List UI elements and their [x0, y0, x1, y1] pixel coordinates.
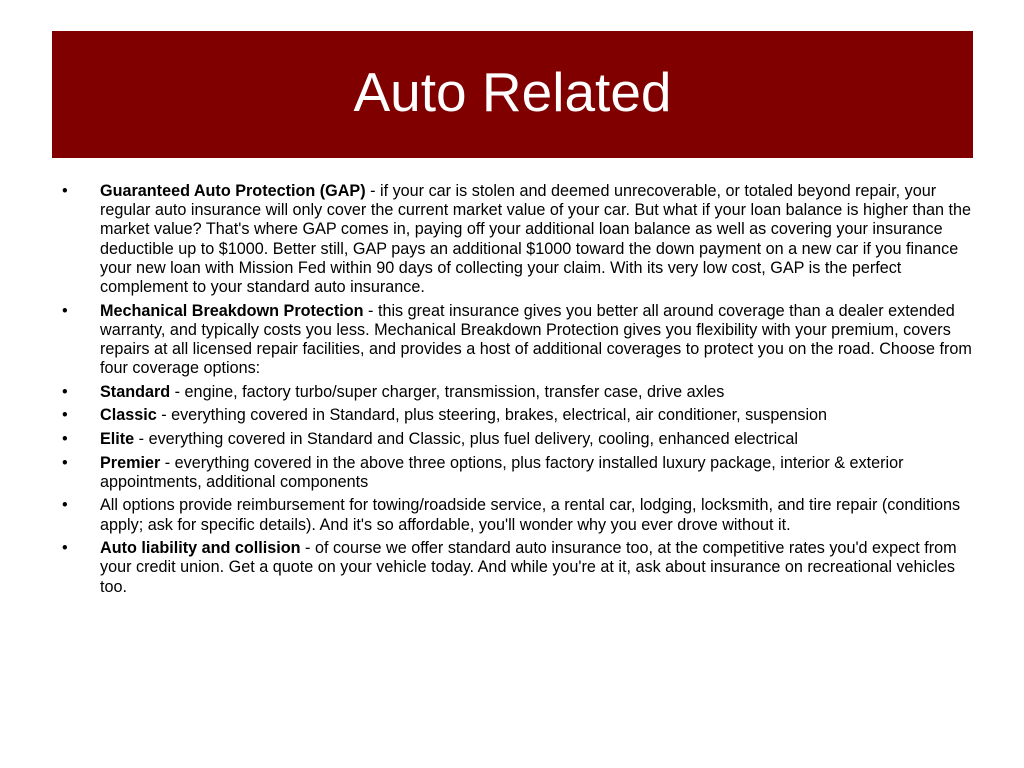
- bullet-body: - everything covered in Standard and Classic, plus fuel delivery, cooling, enhanced electrical: [134, 430, 798, 448]
- bullet-heading: Premier: [100, 453, 161, 472]
- bullet-body: - this great insurance gives you better all around coverage than a dealer extended warranty, and typically costs you less. Mechanical Breakdown Protection gives you flexibility with your premium, covers repairs at all licensed repair facilities, and provides a host of additional coverages to protect you on the road. Choose from four coverage options:: [100, 301, 972, 378]
- bullet-item-mechanical-breakdown: [60, 302, 972, 379]
- bullet-body: All options provide reimbursement for towing/roadside service, a rental car, lodging, locksmith, and tire repair (conditions apply; ask for specific details). And it's so affordable, you'll wonder why you ever drove without it.: [100, 496, 961, 534]
- bullet-body: - of course we offer standard auto insurance too, at the competitive rates you'd expect from your credit union. Get a quote on your vehicle today. And while you're at it, ask about insurance on recreational vehicles too.: [100, 539, 957, 596]
- bullet-heading: Mechanical Breakdown Protection: [100, 301, 364, 320]
- bullet-dot-icon: •: [62, 453, 68, 472]
- bullet-dot-icon: •: [62, 406, 68, 425]
- bullet-item-elite: [60, 430, 972, 449]
- bullet-dot-icon: •: [62, 539, 68, 558]
- bullet-body: - everything covered in the above three options, plus factory installed luxury package, interior & exterior appointments, additional components: [100, 453, 904, 491]
- bullet-item-classic: [60, 406, 972, 425]
- bullet-dot-icon: •: [62, 301, 68, 320]
- bullet-item-all-options: [60, 496, 972, 534]
- bullet-list: [60, 182, 972, 601]
- bullet-item-auto-liability: [60, 539, 972, 597]
- bullet-item-standard: [60, 383, 972, 402]
- title-banner: [52, 31, 973, 158]
- bullet-heading: Elite: [100, 430, 135, 448]
- bullet-dot-icon: •: [62, 496, 68, 515]
- bullet-heading: Guaranteed Auto Protection (GAP): [100, 182, 366, 200]
- bullet-item-gap: [60, 182, 972, 297]
- bullet-heading: Classic: [100, 406, 157, 425]
- bullet-item-premier: [60, 454, 972, 492]
- bullet-heading: Auto liability and collision: [100, 539, 301, 558]
- bullet-body: - everything covered in Standard, plus steering, brakes, electrical, air conditioner, suspension: [156, 406, 828, 425]
- bullet-heading: Standard: [100, 382, 171, 401]
- bullet-body: - if your car is stolen and deemed unrecoverable, or totaled beyond repair, your regular auto insurance will only cover the current market value of your car. But what if your loan balance is higher than the market value? That's where GAP comes in, paying off your additional loan balance as well as covering your insurance deductible up to $1000. Better still, GAP pays an additional $1000 toward the down payment on a new car if you finance your new loan with Mission Fed within 90 days of collecting your claim. With its very low cost, GAP is the perfect complement to your standard auto insurance.: [100, 182, 971, 297]
- bullet-body: - engine, factory turbo/super charger, transmission, transfer case, drive axles: [170, 382, 725, 401]
- bullet-dot-icon: •: [62, 430, 68, 448]
- bullet-dot-icon: •: [62, 182, 68, 200]
- bullet-dot-icon: •: [62, 382, 68, 401]
- slide-title: Auto Related: [353, 60, 672, 123]
